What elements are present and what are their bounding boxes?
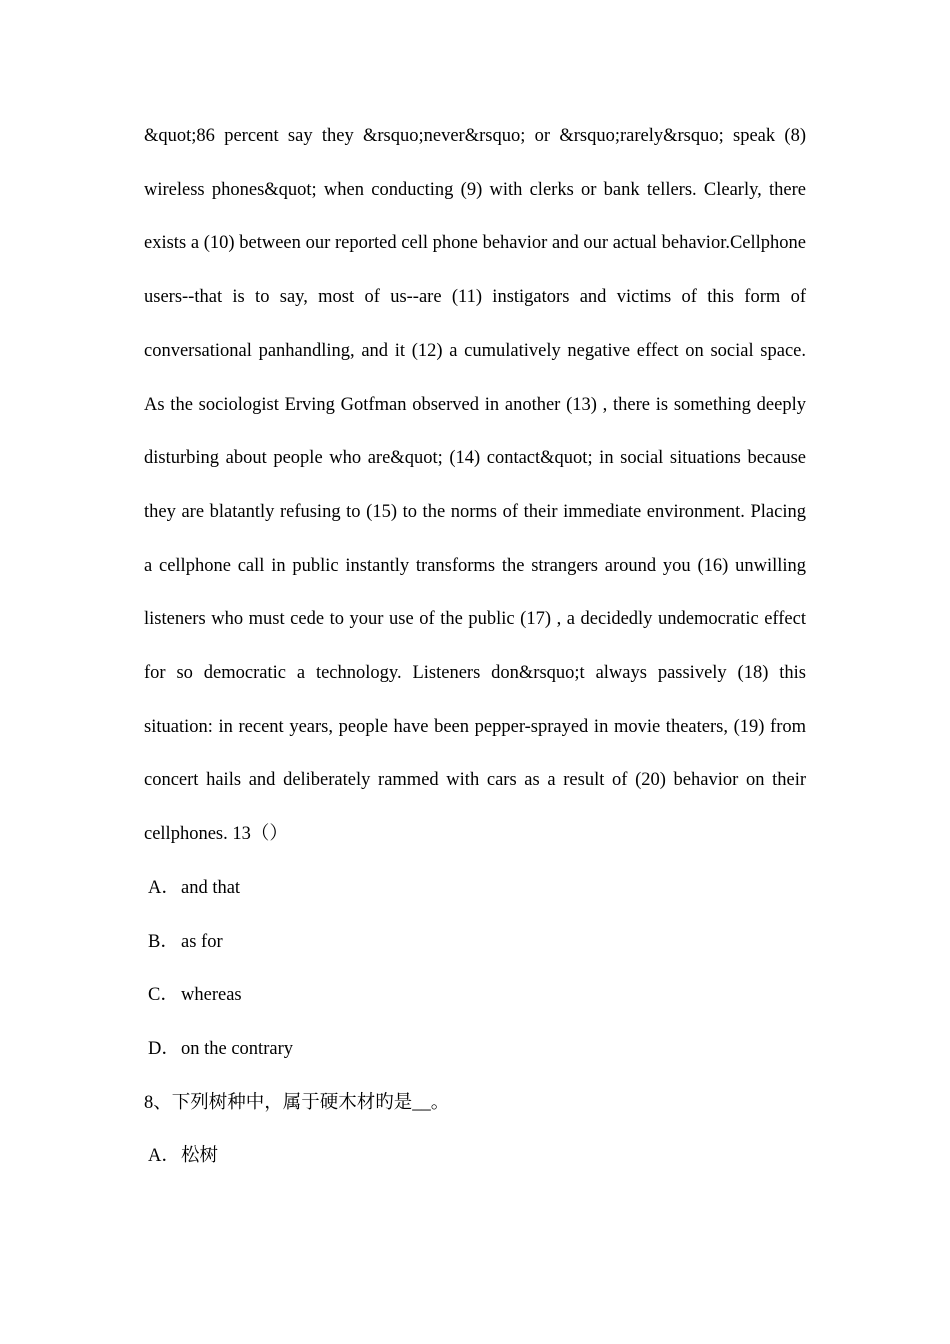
option-text: whereas <box>181 985 242 1006</box>
option-text: and that <box>181 877 241 898</box>
option-a[interactable] <box>144 862 806 916</box>
option-text: on the contrary <box>181 1038 293 1059</box>
option-letter: C． <box>148 985 179 1006</box>
option-letter: D． <box>148 1038 180 1059</box>
option-b[interactable] <box>144 916 806 970</box>
option-d[interactable] <box>144 1023 806 1077</box>
question-13-options <box>144 862 806 1077</box>
passage-paragraph: &quot;86 percent say they &rsquo;never&rsquo; or &rsquo;rarely&rsquo; speak (8) wireless phones&quot; when conducting (9) with clerks or bank tellers. Clearly, there exists a (10) between our reported cell phone behavior and our actual behavior.Cellphone users--that is to say, most of us--are (11) instigators and victims of this form of conversational panhandling, and it (12) a cumulatively negative effect on social space. As the sociologist Erving Gotfman observed in another (13) , there is something deeply disturbing about people who are&quot; (14) contact&quot; in social situations because they are blatantly refusing to (15) to the norms of their immediate environment. Placing a cellphone call in public instantly transforms the strangers around you (16) unwilling listeners who must cede to your use of the public (17) , a decidedly undemocratic effect for so democratic a technology. Listeners don&rsquo;t always passively (18) this situation: in recent years, people have been pepper-sprayed in movie theaters, (19) from concert hails and deliberately rammed with cars as a result of (20) behavior on their cellphones. 13（） <box>144 126 806 845</box>
option-letter: B． <box>148 931 179 952</box>
option-letter: A． <box>148 1146 180 1167</box>
question-8-options <box>144 1130 806 1184</box>
option-text: as for <box>181 931 223 952</box>
option-letter: A． <box>148 877 180 898</box>
option-a[interactable] <box>144 1130 806 1184</box>
question-8-prompt: 8、下列树种中，属于硬木材旳是__。 <box>144 1092 450 1113</box>
option-text: 松树 <box>181 1146 219 1167</box>
page-content <box>144 110 806 1184</box>
option-c[interactable] <box>144 969 806 1023</box>
